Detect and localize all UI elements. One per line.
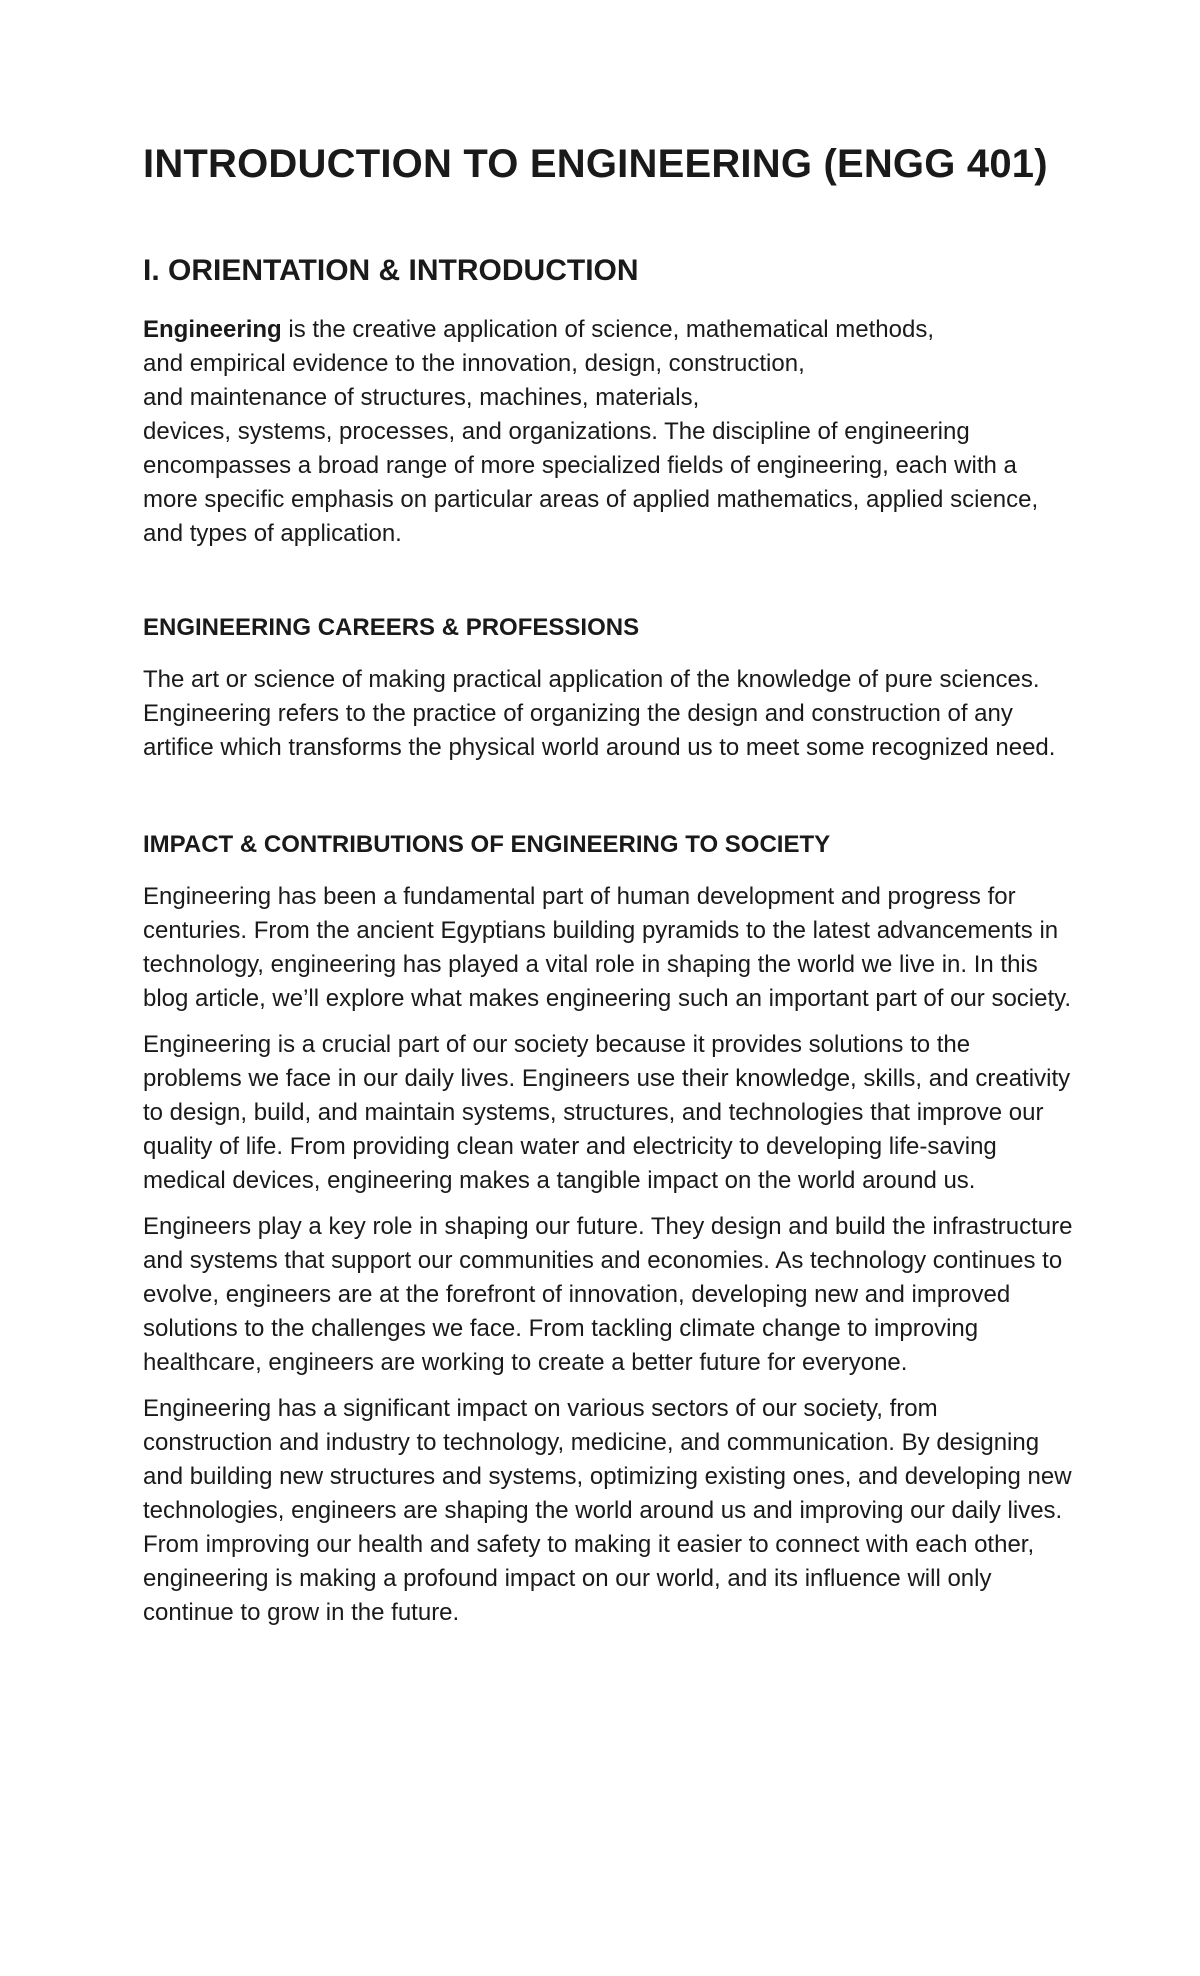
impact-paragraph-3: Engineers play a key role in shaping our future. They design and build the infrastructure and systems that support our communities and economies. As technology continues to evolve, engineers are at the forefront of innovation, developing new and improved solutions to the challenges we face. From tackling climate change to improving healthcare, engineers are working to create a better future for everyone. (143, 1213, 1073, 1376)
intro-paragraph (143, 313, 1073, 551)
intro-line-1 (143, 313, 1073, 347)
intro-line-3: and maintenance of structures, machines, materials, (143, 384, 700, 411)
intro-line-4: devices, systems, processes, and organizations. The discipline of engineering encompasses a broad range of more specialized fields of engineering, each with a more specific emphasis on particular areas of applied mathematics, applied science, and types of application. (143, 418, 1039, 547)
careers-heading: ENGINEERING CAREERS & PROFESSIONS (143, 614, 640, 641)
intro-term: Engineering (143, 316, 282, 343)
document-title: INTRODUCTION TO ENGINEERING (ENGG 401) (143, 142, 1048, 186)
impact-heading: IMPACT & CONTRIBUTIONS OF ENGINEERING TO SOCIETY (143, 831, 831, 858)
intro-line-1-rest: is the creative application of science, mathematical methods, (281, 316, 935, 343)
impact-paragraph-2: Engineering is a crucial part of our society because it provides solutions to the problems we face in our daily lives. Engineers use their knowledge, skills, and creativity to design, build, and maintain systems, structures, and technologies that improve our quality of life. From providing clean water and electricity to developing life-saving medical devices, engineering makes a tangible impact on the world around us. (143, 1031, 1071, 1194)
document-content (143, 140, 1073, 1630)
careers-paragraph: The art or science of making practical application of the knowledge of pure sciences. Engineering refers to the practice of organizing the design and construction of any artifice which transforms the physical world around us to meet some recognized need. (143, 666, 1056, 761)
section-title: I. ORIENTATION & INTRODUCTION (143, 254, 639, 287)
impact-paragraph-1: Engineering has been a fundamental part of human development and progress for centuries. From the ancient Egyptians building pyramids to the latest advancements in technology, engineering has played a vital role in shaping the world we live in. In this blog article, we’ll explore what makes engineering such an important part of our society. (143, 883, 1072, 1012)
impact-paragraph-4: Engineering has a significant impact on various sectors of our society, from construction and industry to technology, medicine, and communication. By designing and building new structures and systems, optimizing existing ones, and developing new technologies, engineers are shaping the world around us and improving our daily lives. From improving our health and safety to making it easier to connect with each other, engineering is making a profound impact on our world, and its influence will only continue to grow in the future. (143, 1395, 1072, 1626)
intro-line-2: and empirical evidence to the innovation, design, construction, (143, 350, 805, 377)
